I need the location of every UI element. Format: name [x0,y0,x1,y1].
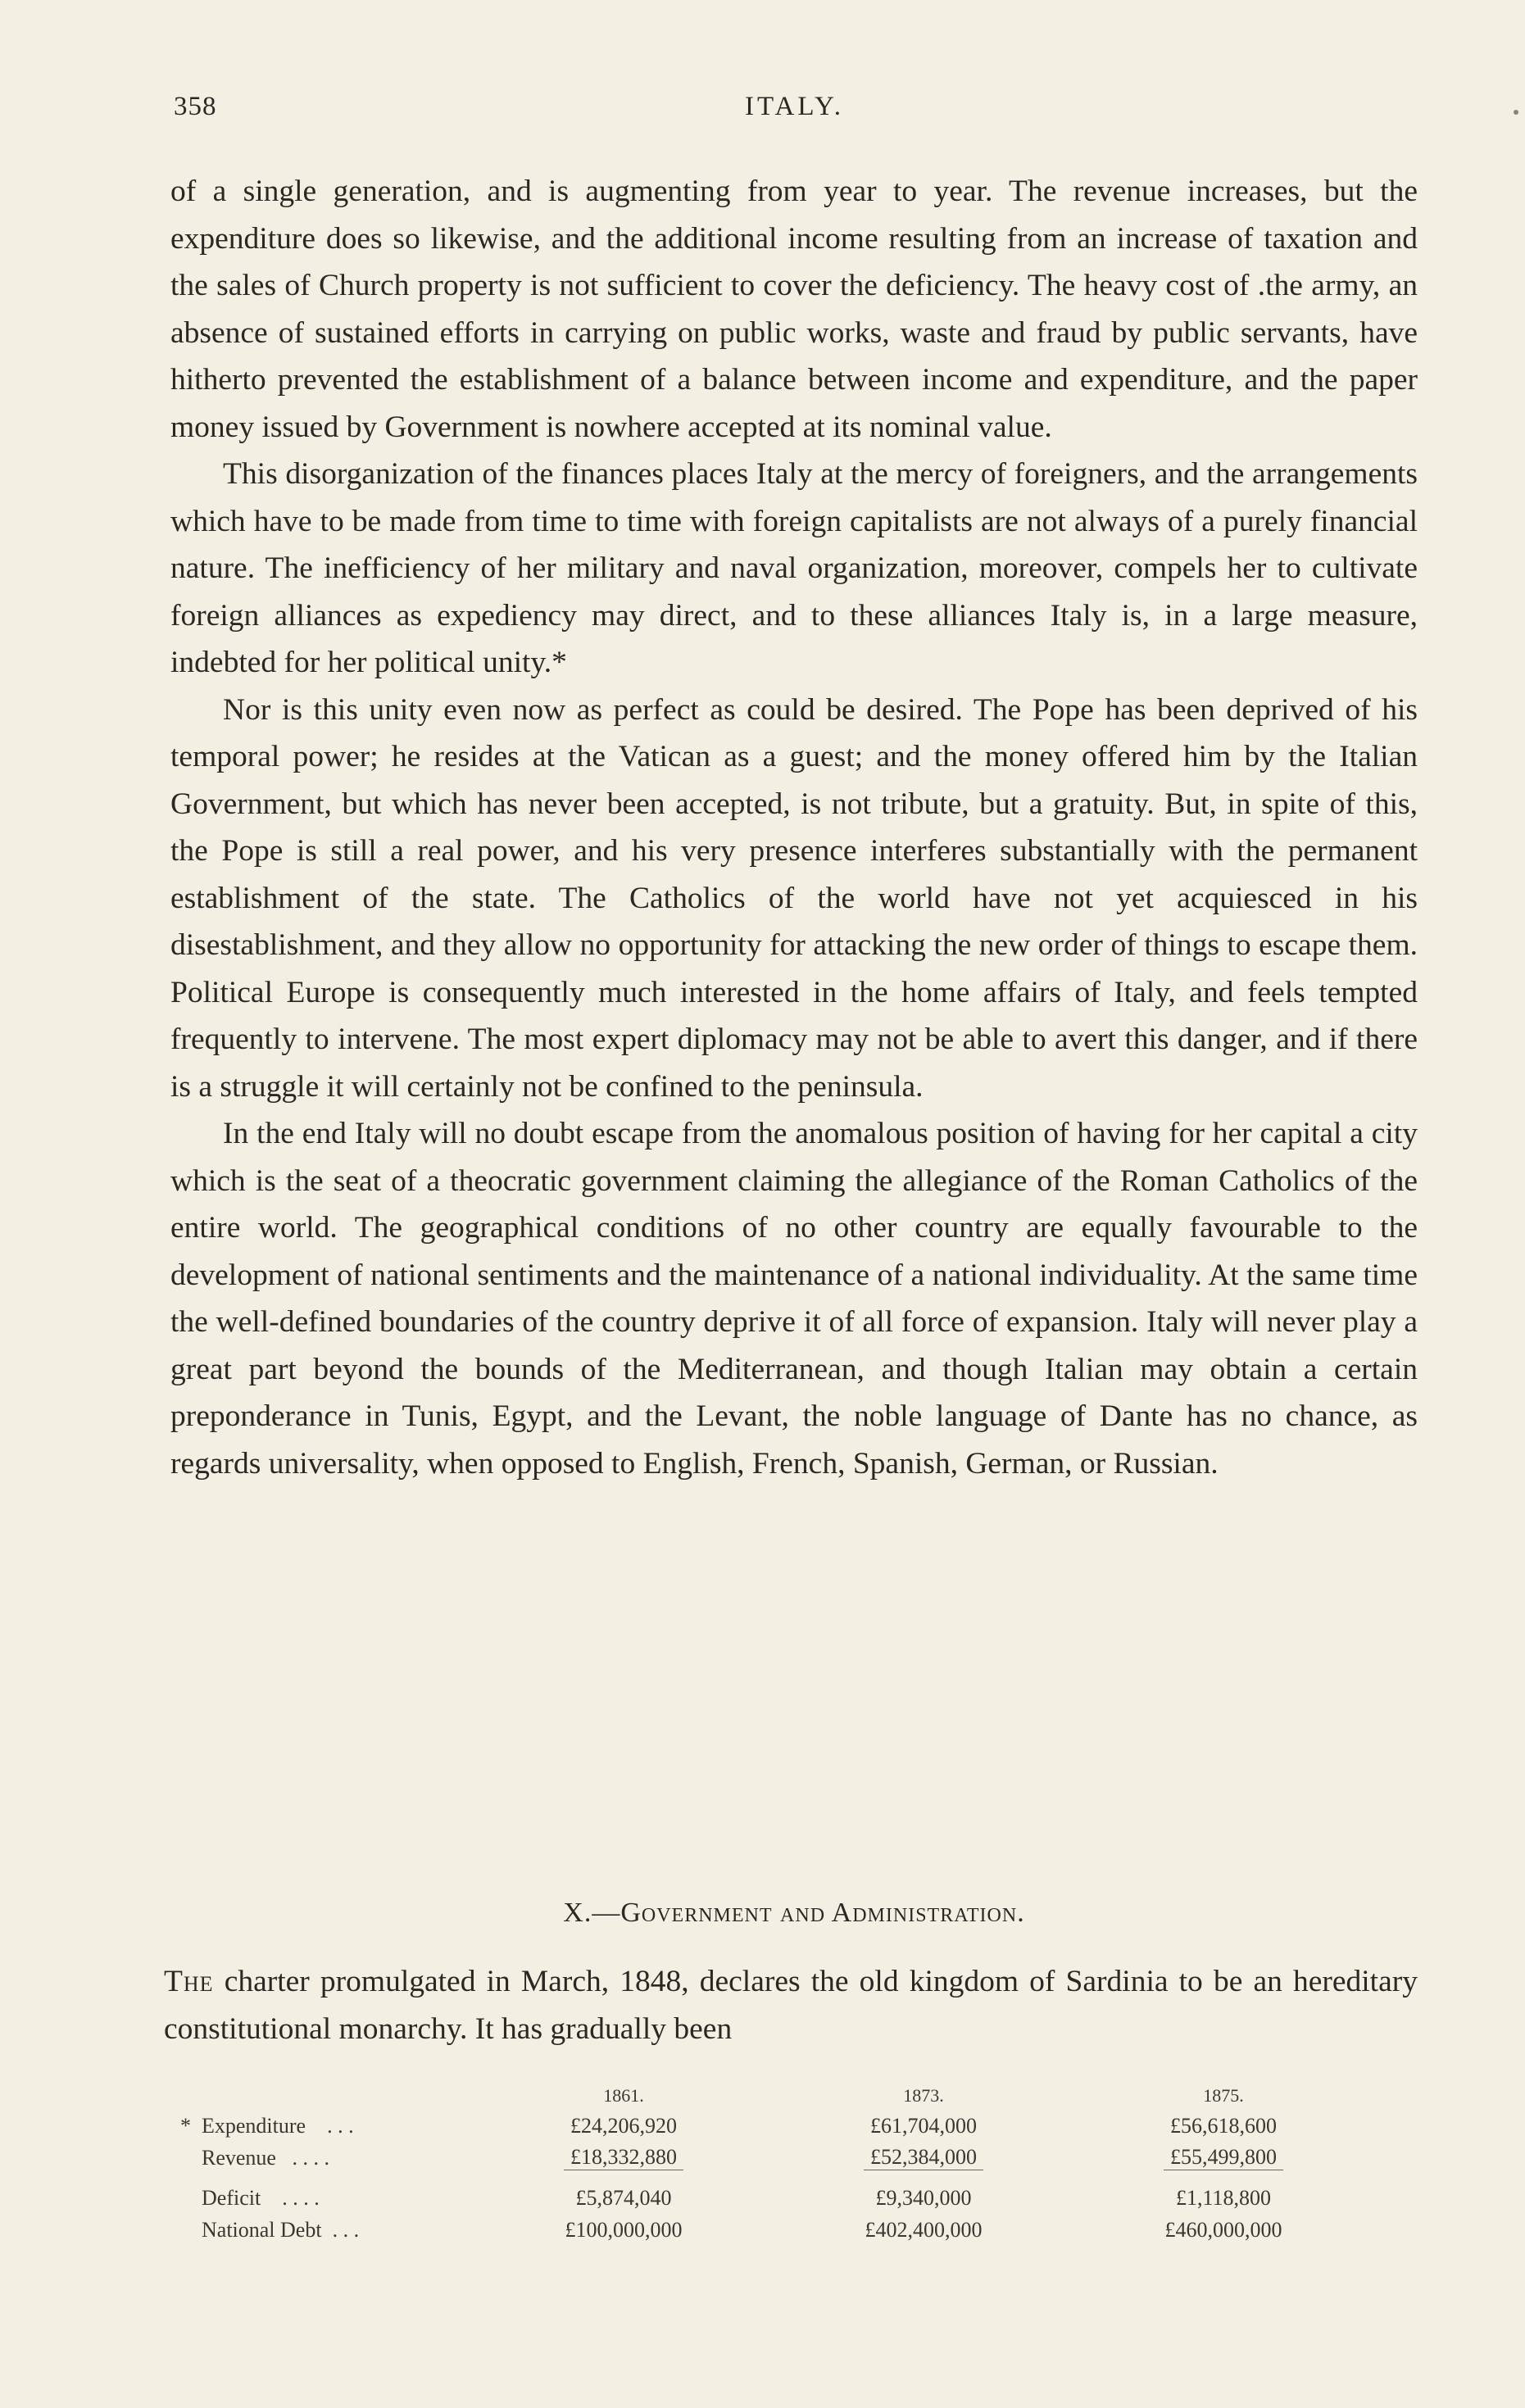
table-cell: £402,400,000 [865,2218,983,2242]
year-header: 1873. [903,2085,944,2106]
table-cell: £52,384,000 [864,2145,983,2170]
footnote-row [180,2170,1373,2211]
leader-dots: . . . . [292,2146,329,2170]
footnote-year-row [180,2075,1373,2106]
section-paragraph [164,1958,1418,2052]
paragraph: Nor is this unity even now as perfect as could be desired. The Pope has been deprived of his temporal power; he resides at the Vatican as a guest; and the money offered him by the Italian Government, but which has never been accepted, is not tribute, but a gratuity. But, in spite of this, the Pope is still a real power, and his very presence interferes substantially with the permanent establishment of the state. The Catholics of the world have not yet acquiesced in his disestablishment, and they allow no opportunity for attacking the new order of things to escape them. Political Europe is consequently much interested in the home affairs of Italy, and feels tempted frequently to intervene. The most expert diplomacy may not be able to avert this danger, and if there is a struggle it will certainly not be confined to the peninsula. [170,692,1418,1104]
margin-dot [1514,110,1518,115]
footnote-row [180,2138,1373,2170]
row-label: National Debt [202,2218,322,2242]
table-cell: £61,704,000 [870,2114,977,2138]
footnote-table [180,2075,1377,2242]
table-cell: £460,000,000 [1164,2218,1282,2242]
section-paragraph-text: charter promulgated in March, 1848, declares the old kingdom of Sardinia to be an hereditary constitutional monarchy. It has gradually been [164,1965,1418,2046]
year-header: 1861. [603,2085,644,2106]
section-body [164,1958,1418,2052]
row-label: Revenue [202,2146,276,2170]
paragraph: This disorganization of the finances places Italy at the mercy of foreigners, and the arrangements which have to be made from time to time with foreign capitalists are not always of a purely financial nature. The inefficiency of her military and naval organization, moreover, compels her to cultivate foreign alliances as expediency may direct, and to these alliances Italy is, in a large measure, indebted for her political unity.* [170,457,1418,679]
year-header: 1875. [1203,2085,1244,2106]
table-cell: £55,499,800 [1164,2145,1283,2170]
lead-word: The [164,1965,214,1998]
section-title: Government and Administration. [620,1898,1025,1928]
table-cell: £1,118,800 [1175,2186,1272,2210]
footnote-marker: * [180,2114,191,2138]
table-cell: £18,332,880 [564,2145,683,2170]
table-cell: £5,874,040 [575,2186,672,2210]
footnote-row [180,2211,1373,2242]
page-header [174,92,1415,133]
table-cell: £24,206,920 [570,2114,677,2138]
table-cell: £9,340,000 [875,2186,972,2210]
footnote-row [180,2106,1373,2138]
table-cell: £100,000,000 [565,2218,683,2242]
section-number: X.— [563,1898,621,1928]
leader-dots: . . . [332,2218,360,2242]
paragraph: In the end Italy will no doubt escape from the anomalous position of having for her capital a city which is the seat of a theocratic government claiming the allegiance of the Roman Catholics of the entire world. The geographical conditions of no other country are equally favourable to the development of national sentiments and the maintenance of a national individuality. At the same time the well-defined boundaries of the country deprive it of all force of expansion. Italy will never play a great part beyond the bounds of the Mediterranean, and though Italian may obtain a certain preponderance in Tunis, Egypt, and the Levant, the noble language of Dante has no chance, as regards universality, when opposed to English, French, Spanish, German, or Russian. [170,1117,1418,1481]
row-label: Deficit [202,2186,261,2210]
paragraph: of a single generation, and is augmenting from year to year. The revenue increases, but the expenditure does so likewise, and the additional income resulting from an increase of taxation and the sales of Church property is not sufficient to cover the deficiency. The heavy cost of .the army, an absence of sustained efforts in carrying on public works, waste and fraud by public servants, have hitherto prevented the establishment of a balance between income and expenditure, and the paper money issued by Government is nowhere accepted at its nominal value. [170,175,1418,444]
running-head: ITALY. [744,92,845,121]
leader-dots: . . . [327,2114,354,2138]
leader-dots: . . . . [282,2186,320,2210]
table-cell: £56,618,600 [1170,2114,1277,2138]
page-number: 358 [174,92,217,121]
section-heading [170,1898,1418,1929]
body-text [170,168,1418,1487]
row-label: Expenditure [202,2114,306,2138]
